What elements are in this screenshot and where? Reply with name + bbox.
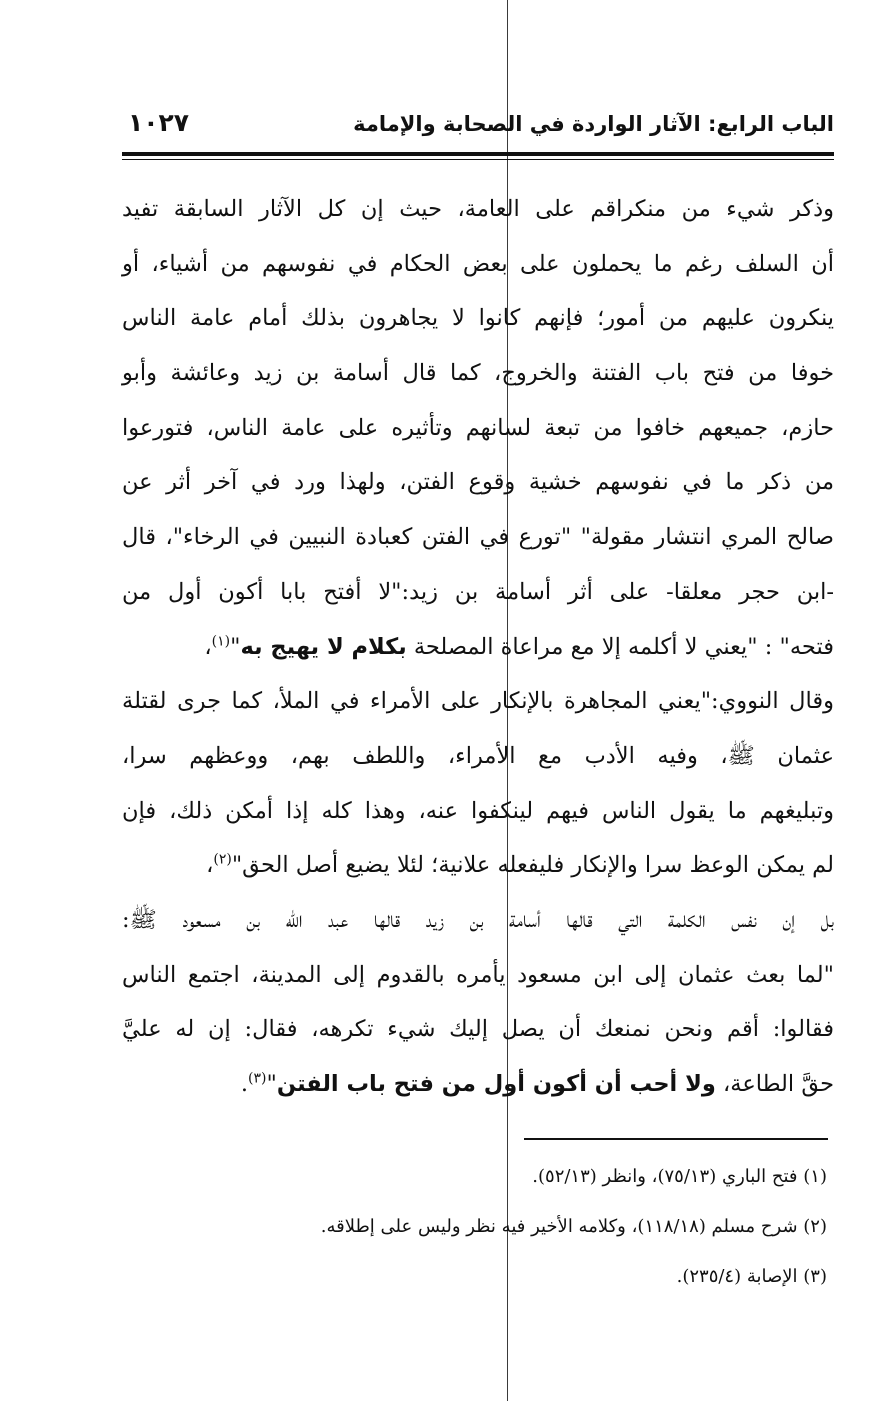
footnote-separator bbox=[524, 1138, 828, 1140]
header-rule-thin bbox=[122, 159, 834, 160]
text-line: صالح المري انتشار مقولة" "تورع في الفتن كعبادة النبيين في الرخاء"، قال bbox=[122, 524, 834, 551]
text-line bbox=[122, 838, 834, 893]
bold-quote: بكلام لا يهيج به bbox=[240, 633, 407, 660]
text-line bbox=[122, 1057, 834, 1112]
text-line: وقال النووي:"يعني المجاهرة بالإنكار على الأمراء في الملأ، كما جرى لقتلة bbox=[122, 688, 834, 715]
body-text bbox=[122, 182, 834, 1112]
text-run: فتحه" : "يعني لا أكلمه إلا مع مراعاة المصلحة bbox=[406, 633, 834, 660]
page-number: ١٠٢٧ bbox=[128, 108, 190, 137]
text-run: " bbox=[230, 633, 241, 660]
footnote-ref: (١) bbox=[211, 633, 231, 649]
text-line: بل إن نفس الكلمة التي قالها أسامة بن زيد قالها عبد الله بن مسعود ﷺ: bbox=[122, 906, 834, 933]
text-run: . bbox=[240, 1071, 248, 1097]
text-line: عثمان ﷺ، وفيه الأدب مع الأمراء، واللطف بهم، ووعظهم سرا، bbox=[122, 742, 834, 769]
text-line: من ذكر ما في نفوسهم خشية وقوع الفتن، ولهذا ورد في آخر أثر عن bbox=[122, 469, 834, 496]
text-line: -ابن حجر معلقا- على أثر أسامة بن زيد:"لا أفتح بابا أكون أول من bbox=[122, 578, 834, 605]
footnote: (٣) الإصابة (٢٣٥/٤). bbox=[676, 1266, 827, 1287]
footnote-ref: (٢) bbox=[213, 851, 232, 868]
text-line: أن السلف رغم ما يحملون على بعض الحكام في نفوسهم من أشياء، أو bbox=[122, 250, 834, 277]
text-line: وذكر شيء من منكراقم على العامة، حيث إن كل الآثار السابقة تفيد bbox=[122, 196, 834, 222]
text-run: لم يمكن الوعظ سرا والإنكار فليفعله علانية؛ لئلا يضيع أصل الحق" bbox=[231, 852, 834, 879]
text-line: خوفا من فتح باب الفتنة والخروج، كما قال أسامة بن زيد وعائشة وأبو bbox=[122, 360, 834, 387]
text-run: ، bbox=[204, 633, 212, 660]
header-rule-thick bbox=[122, 152, 834, 156]
chapter-title: الباب الرابع: الآثار الواردة في الصحابة والإمامة bbox=[353, 112, 834, 136]
text-run: " bbox=[266, 1071, 277, 1097]
text-line: "لما بعث عثمان إلى ابن مسعود يأمره بالقدوم إلى المدينة، اجتمع الناس bbox=[122, 961, 834, 988]
footnote: (١) فتح الباري (٧٥/١٣)، وانظر (٥٢/١٣). bbox=[532, 1166, 827, 1187]
text-line: حازم، جميعهم خافوا من تبعة لسانهم وتأثيره على عامة الناس، فتورعوا bbox=[122, 414, 834, 441]
footnote-ref: (٣) bbox=[248, 1070, 267, 1087]
text-line bbox=[122, 620, 834, 675]
bold-quote: ولا أحب أن أكون أول من فتح باب الفتن bbox=[276, 1071, 716, 1097]
footnotes bbox=[122, 1160, 827, 1310]
footnote: (٢) شرح مسلم (١١٨/١٨)، وكلامه الأخير فيه نظر وليس على إطلاقه. bbox=[320, 1216, 827, 1237]
text-line: وتبليغهم ما يقول الناس فيهم لينكفوا عنه، وهذا كله إذا أمكن ذلك، فإن bbox=[122, 797, 834, 824]
text-run: حقَّ الطاعة، bbox=[715, 1071, 834, 1097]
text-run: ، bbox=[206, 852, 214, 879]
text-line: ينكرون عليهم من أمور؛ فإنهم كانوا لا يجاهرون بذلك أمام عامة الناس bbox=[122, 305, 834, 332]
running-header bbox=[122, 108, 834, 148]
text-line: فقالوا: أقم ونحن نمنعك أن يصل إليك شيء تكرهه، فقال: إن له عليَّ bbox=[122, 1016, 834, 1043]
